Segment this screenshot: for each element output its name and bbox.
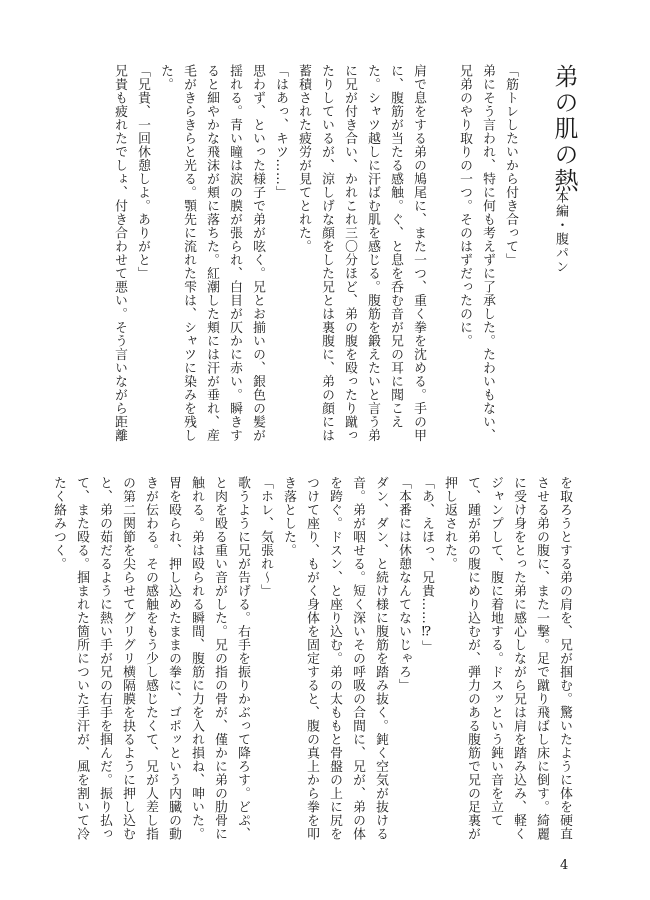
paragraph: 思わず、といった様子で弟が呟く。兄とお揃いの、銀色の髪が揺れる。青い瞳は涙の膜が張られ、白目が仄かに赤い。瞬きすると細やかな飛沫が頬に落ちた。紅潮した頬には汗が垂れ、産毛がきらきらと光る。顎先に流れた雫は、シャツに染みを残した。 xyxy=(158,64,265,442)
paragraph: 肩で息をする弟の鳩尾に、また一つ、重く拳を沈める。手の甲に、腹筋が当たる感触。ぐ、と息を呑む音が兄の耳に聞こえた。シャツ越しに汗ばむ肌を感じる。腹筋を鍛えたいと言う弟に兄が付き合い、かれこれ三〇分ほど、弟の腹を殴ったり蹴ったりしているが、涼しげな顔をした兄とは裏腹に、弟の顔には蓄積された疲労が見てとれた。 xyxy=(296,64,426,442)
paragraph: を取ろうとする弟の肩を、兄が掴む。驚いたように体を硬直させる弟の腹に、また一撃。足で蹴り飛ばし床に倒す。綺麗に受け身をとった弟に感心しながら兄は肩を踏み込み、軽くジャンプして、腹に着地する。ドスッという鈍い音を立てて、踵が弟の腹にめり込むが、弾力のある腹筋で兄の足裏が押し返された。 xyxy=(442,476,572,841)
story-subtitle: 本編・腹パン xyxy=(553,190,568,274)
paragraph: 「はあっ、キツ……」 xyxy=(273,64,288,199)
paragraph-gap xyxy=(430,64,453,446)
paragraph: 歌うように兄が告げる。右手を振りかぶって降ろす。どぷ、と肉を殴る重い音がした。兄の指の骨が、僅かに弟の肋骨に触れる。弟は殴られる瞬間、腹筋に力を入れ損ね、呻いた。胃を殴られ、押し込めたままの拳に、ゴポッという内臓の動きが伝わる。その感触をもう少し感じたくて、兄が人差し指の第二関節を尖らせてグリグリ横隔膜を抉るように押し込むと、弟の茹だるように熱い手が兄の右手を掴んだ。振り払って、また殴る。掴まれた箇所についた手汗が、風を割いて冷たく絡みつく。 xyxy=(51,476,250,841)
paragraph: 「あ、えほっ、兄貴……⁉」 xyxy=(419,476,434,654)
lower-text-block xyxy=(51,476,576,852)
paragraph: ダン、ダン、と続け様に腹筋を踏み抜く。鈍く空気が抜ける音。弟が咽せる。短く深いその呼吸の合間に、兄が、弟の体を跨ぐ。ドスン、と座り込む。弟の太ももと骨盤の上に尻をつけて座り、もがく身体を固定すると、腹の真上から拳を叩き落とした。 xyxy=(281,476,388,841)
paragraph: 「本番には休憩なんてないじゃろ」 xyxy=(396,476,411,692)
paragraph: 「筋トレしたいから付き合って」 xyxy=(503,64,518,267)
page-number: 4 xyxy=(560,858,569,873)
paragraph: 「ホレ、気張れ〜」 xyxy=(258,476,273,598)
paragraph: 弟にそう言われ、特に何も考えずに了承した。たわいもない、兄弟のやり取りの一つ。そのはずだったのに。 xyxy=(457,64,495,442)
story-title: 弟の肌の熱 xyxy=(550,64,578,194)
upper-text-block xyxy=(102,64,522,446)
paragraph: 兄貴も疲れたでしょ、付き合わせて悪い。そう言いながら距離 xyxy=(112,64,127,442)
paragraph: 「兄貴、一回休憩しよ。ありがと」 xyxy=(135,64,150,280)
